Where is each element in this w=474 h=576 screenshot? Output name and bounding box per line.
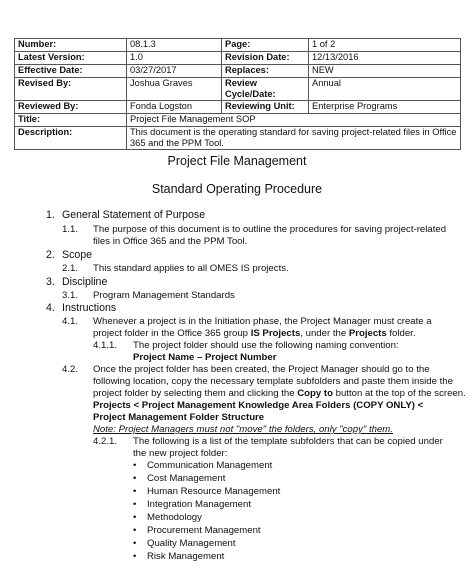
description-value bbox=[127, 127, 461, 150]
section-number: 2. bbox=[46, 249, 55, 261]
table-row bbox=[15, 65, 461, 78]
bold-text-run: Projects bbox=[348, 328, 387, 339]
revised-by-value: Joshua Graves bbox=[127, 78, 222, 101]
subsection-number: 2.1. bbox=[62, 263, 79, 274]
table-row bbox=[15, 78, 461, 101]
description-line: 365 and the PPM Tool. bbox=[130, 138, 224, 148]
paragraph-line: the new project folder: bbox=[133, 448, 228, 459]
list-item: Communication Management bbox=[147, 460, 273, 471]
text-run: project folder by selecting them and clicking the bbox=[93, 388, 298, 399]
bullet-marker: • bbox=[133, 512, 137, 523]
bullet-marker: • bbox=[133, 551, 137, 562]
number-label: Number: bbox=[15, 39, 127, 52]
number-value: 08.1.3 bbox=[127, 39, 222, 52]
section-heading: Instructions bbox=[62, 302, 117, 314]
revision-date-value: 12/13/2016 bbox=[309, 52, 461, 65]
table-row bbox=[15, 101, 461, 114]
subsection-number: 4.1. bbox=[62, 316, 79, 327]
list-item: Quality Management bbox=[147, 538, 236, 549]
paragraph-line: This standard applies to all OMES IS projects. bbox=[93, 263, 289, 274]
title-label: Title: bbox=[15, 114, 127, 127]
replaces-label: Replaces: bbox=[222, 65, 309, 78]
table-row bbox=[15, 39, 461, 52]
folder-path: Project Management Folder Structure bbox=[93, 412, 265, 423]
list-item: Methodology bbox=[147, 512, 202, 523]
table-row bbox=[15, 114, 461, 127]
latest-version-label: Latest Version: bbox=[15, 52, 127, 65]
latest-version-value: 1.0 bbox=[127, 52, 222, 65]
reviewing-unit-value: Enterprise Programs bbox=[309, 101, 461, 114]
review-cycle-value: Annual bbox=[309, 78, 461, 101]
page-label: Page: bbox=[222, 39, 309, 52]
effective-date-label: Effective Date: bbox=[15, 65, 127, 78]
document-metadata-table bbox=[14, 38, 461, 150]
bold-text-run: Copy to bbox=[297, 388, 333, 399]
section-number: 1. bbox=[46, 209, 55, 221]
paragraph-line: Whenever a project is in the Initiation phase, the Project Manager must create a bbox=[93, 316, 432, 327]
list-item: Human Resource Management bbox=[147, 486, 281, 497]
paragraph-line: Program Management Standards bbox=[93, 290, 235, 301]
bullet-marker: • bbox=[133, 473, 137, 484]
text-run: folder. bbox=[386, 328, 416, 339]
text-run: , under the bbox=[300, 328, 349, 339]
table-row bbox=[15, 127, 461, 150]
subsection-number: 4.2. bbox=[62, 364, 79, 375]
section-heading: Scope bbox=[62, 249, 93, 261]
bullet-marker: • bbox=[133, 499, 137, 510]
list-item: Integration Management bbox=[147, 499, 251, 510]
paragraph-line bbox=[93, 328, 416, 340]
paragraph-line: Once the project folder has been created, the Project Manager should go to the bbox=[93, 364, 430, 375]
table-row bbox=[15, 52, 461, 65]
paragraph-line: files in Office 365 and the PPM Tool. bbox=[93, 236, 248, 247]
naming-convention: Project Name – Project Number bbox=[133, 352, 277, 363]
bullet-marker: • bbox=[133, 538, 137, 549]
description-label: Description: bbox=[15, 127, 127, 150]
section-heading: General Statement of Purpose bbox=[62, 209, 206, 221]
section-heading: Discipline bbox=[62, 276, 108, 288]
subsection-number: 3.1. bbox=[62, 290, 79, 301]
revised-by-label: Revised By: bbox=[15, 78, 127, 101]
folder-path: Projects < Project Management Knowledge Area Folders (COPY ONLY) < bbox=[93, 400, 424, 411]
note-text: Note: Project Managers must not "move" the folders, only "copy" them. bbox=[93, 424, 393, 435]
paragraph-line: The project folder should use the following naming convention: bbox=[133, 340, 399, 351]
text-run: button at the top of the screen. bbox=[332, 388, 466, 399]
section-number: 4. bbox=[46, 302, 55, 314]
replaces-value: NEW bbox=[309, 65, 461, 78]
revision-date-label: Revision Date: bbox=[222, 52, 309, 65]
section-number: 3. bbox=[46, 276, 55, 288]
effective-date-value: 03/27/2017 bbox=[127, 65, 222, 78]
bullet-marker: • bbox=[133, 460, 137, 471]
paragraph-line: The purpose of this document is to outline the procedures for saving project-related bbox=[93, 224, 447, 235]
page-value: 1 of 2 bbox=[309, 39, 461, 52]
subsection-number: 4.2.1. bbox=[93, 436, 118, 447]
subsection-number: 1.1. bbox=[62, 224, 79, 235]
bullet-marker: • bbox=[133, 525, 137, 536]
reviewing-unit-label: Reviewing Unit: bbox=[222, 101, 309, 114]
paragraph-line: following location, copy the necessary template subfolders and paste them inside the bbox=[93, 376, 453, 387]
bullet-marker: • bbox=[133, 486, 137, 497]
list-item: Procurement Management bbox=[147, 525, 261, 536]
review-cycle-label: Review Cycle/Date: bbox=[222, 78, 309, 101]
document-title: Project File Management bbox=[167, 154, 307, 168]
reviewed-by-value: Fonda Logston bbox=[127, 101, 222, 114]
description-line: This document is the operating standard for saving project-related files in Office bbox=[130, 127, 457, 137]
bold-text-run: IS Projects bbox=[250, 328, 301, 339]
document-subtitle: Standard Operating Procedure bbox=[151, 182, 323, 196]
list-item: Cost Management bbox=[147, 473, 226, 484]
reviewed-by-label: Reviewed By: bbox=[15, 101, 127, 114]
list-item: Risk Management bbox=[147, 551, 225, 562]
paragraph-line bbox=[93, 388, 466, 400]
subsection-number: 4.1.1. bbox=[93, 340, 118, 351]
paragraph-line: The following is a list of the template subfolders that can be copied under bbox=[133, 436, 443, 447]
title-value: Project File Management SOP bbox=[127, 114, 461, 127]
text-run: project folder in the Office 365 group bbox=[93, 328, 251, 339]
